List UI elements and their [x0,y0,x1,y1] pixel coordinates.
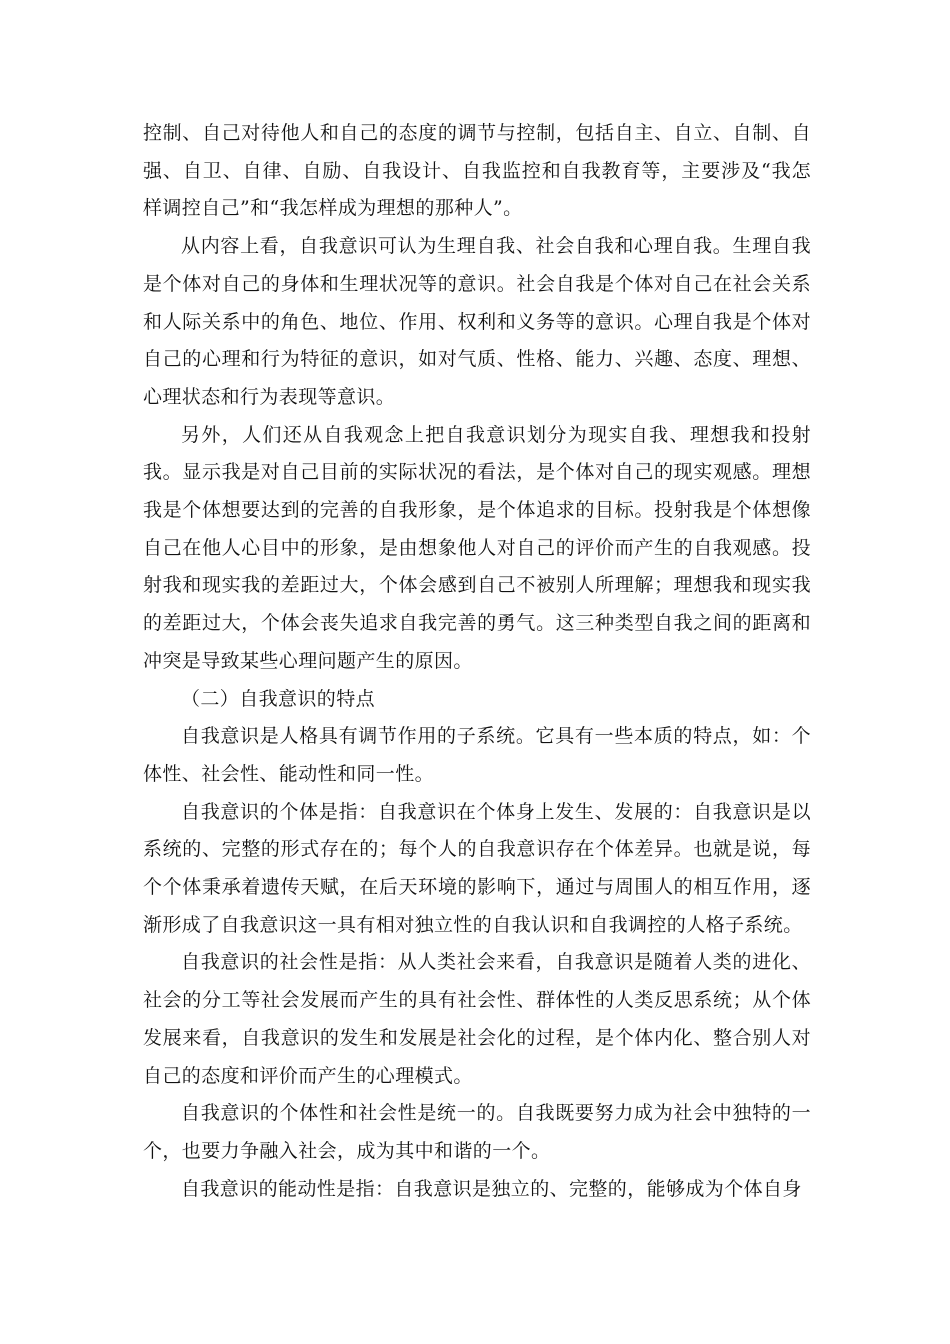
paragraph-sociality: 自我意识的社会性是指：从人类社会来看，自我意识是随着人类的进化、社会的分工等社会发展而产生的具有社会性、群体性的人类反思系统；从个体发展来看，自我意识的发生和发展是社会化的过程，是个体内化、整合别人对自己的态度和评价而产生的心理模式。 [143,951,811,1087]
paragraph-agency: 自我意识的能动性是指：自我意识是独立的、完整的，能够成为个体自身 [181,1177,802,1200]
document-body [143,115,811,1208]
section-heading-characteristics: （二）自我意识的特点 [181,687,376,710]
paragraph-content-dimensions: 从内容上看，自我意识可认为生理自我、社会自我和心理自我。生理自我是个体对自己的身体和生理状况等的意识。社会自我是个体对自己在社会关系和人际关系中的角色、地位、作用、权利和义务等的意识。心理自我是个体对自己的心理和行为特征的意识，如对气质、性格、能力、兴趣、态度、理想、心理状态和行为表现等意识。 [143,235,811,408]
paragraph-continued-self-regulation: 控制、自己对待他人和自己的态度的调节与控制，包括自主、自立、自制、自强、自卫、自律、自励、自我设计、自我监控和自我教育等，主要涉及“我怎样调控自己”和“我怎样成为理想的那种人”。 [143,122,811,220]
paragraph-characteristics-intro: 自我意识是人格具有调节作用的子系统。它具有一些本质的特点，如：个体性、社会性、能动性和同一性。 [143,725,811,785]
paragraph-self-concept-types: 另外，人们还从自我观念上把自我意识划分为现实自我、理想我和投射我。显示我是对自己目前的实际状况的看法，是个体对自己的现实观感。理想我是个体想要达到的完善的自我形象，是个体追求的目标。投射我是个体想像自己在他人心目中的形象，是由想象他人对自己的评价而产生的自我观感。投射我和现实我的差距过大，个体会感到自己不被别人所理解；理想我和现实我的差距过大，个体会丧失追求自我完善的勇气。这三种类型自我之间的距离和冲突是导致某些心理问题产生的原因。 [143,423,811,672]
paragraph-individuality: 自我意识的个体是指：自我意识在个体身上发生、发展的：自我意识是以系统的、完整的形式存在的；每个人的自我意识存在个体差异。也就是说，每个个体秉承着遗传天赋，在后天环境的影响下，通过与周围人的相互作用，逐渐形成了自我意识这一具有相对独立性的自我认识和自我调控的人格子系统。 [143,800,811,936]
paragraph-unity: 自我意识的个体性和社会性是统一的。自我既要努力成为社会中独特的一个，也要力争融入社会，成为其中和谐的一个。 [143,1102,811,1162]
